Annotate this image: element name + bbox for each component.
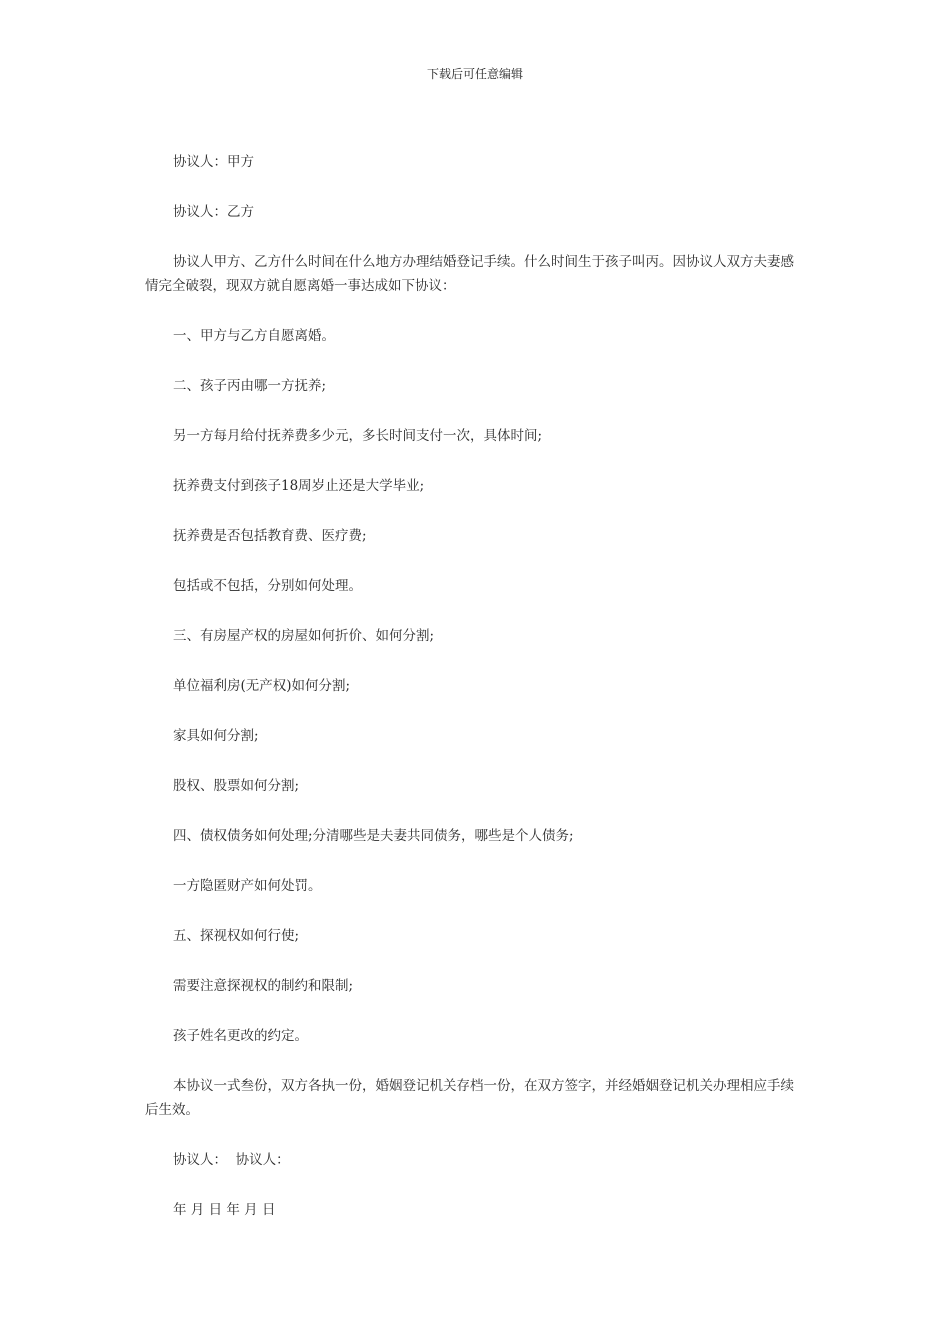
clause-3-stocks: 股权、股票如何分割; (173, 778, 300, 794)
date-line: 年 月 日 年 月 日 (173, 1202, 276, 1218)
clause-3: 三、有房屋产权的房屋如何折价、如何分割; (173, 628, 435, 644)
clause-2-handling: 包括或不包括，分别如何处理。 (173, 578, 362, 594)
clause-2-payment: 另一方每月给付抚养费多少元，多长时间支付一次，具体时间; (173, 428, 543, 444)
party-b-line: 协议人：乙方 (173, 204, 254, 220)
clause-3-welfare-housing: 单位福利房(无产权)如何分割; (173, 678, 351, 694)
clause-2: 二、孩子丙由哪一方抚养; (173, 378, 327, 394)
party-a-line: 协议人：甲方 (173, 154, 254, 170)
effectiveness-paragraph: 本协议一式叁份，双方各执一份，婚姻登记机关存档一份，在双方签字，并经婚姻登记机关办理相应手续后生效。 (145, 1078, 794, 1118)
signature-line: 协议人： 协议人： (173, 1152, 290, 1168)
clause-5: 五、探视权如何行使; (173, 928, 300, 944)
clause-5-name-change: 孩子姓名更改的约定。 (173, 1028, 308, 1044)
document-body (145, 150, 807, 1222)
clause-4: 四、债权债务如何处理;分清哪些是夫妻共同债务，哪些是个人债务; (173, 828, 574, 844)
clause-2-scope: 抚养费是否包括教育费、医疗费; (173, 528, 367, 544)
clause-2-duration: 抚养费支付到孩子18周岁止还是大学毕业; (173, 478, 425, 494)
intro-paragraph: 协议人甲方、乙方什么时间在什么地方办理结婚登记手续。什么时间生于孩子叫丙。因协议人双方夫妻感情完全破裂，现双方就自愿离婚一事达成如下协议： (145, 254, 794, 294)
clause-5-restrictions: 需要注意探视权的制约和限制; (173, 978, 354, 994)
clause-4-penalty: 一方隐匿财产如何处罚。 (173, 878, 322, 894)
clause-1: 一、甲方与乙方自愿离婚。 (173, 328, 335, 344)
clause-3-furniture: 家具如何分割; (173, 728, 259, 744)
page-header: 下载后可任意编辑 (426, 67, 523, 81)
